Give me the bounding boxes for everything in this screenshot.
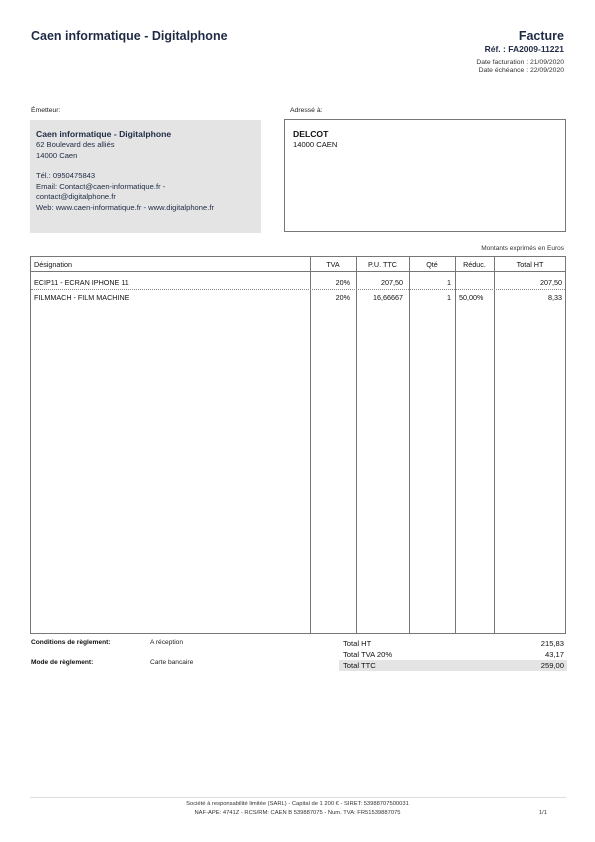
sender-city: 14000 Caen [36, 150, 78, 160]
footer-divider [30, 797, 566, 798]
invoice-reference: Réf. : FA2009-11221 [484, 44, 564, 54]
page-number: 1/1 [538, 810, 547, 816]
column-divider [356, 257, 357, 633]
row-designation: FILMMACH - FILM MACHINE [34, 293, 130, 302]
invoice-date: Date facturation : 21/09/2020 [476, 59, 564, 66]
header-vat: TVA [326, 260, 340, 269]
sender-website: Web: www.caen-informatique.fr - www.digitalphone.fr [36, 202, 214, 212]
payment-terms-value: A réception [150, 639, 183, 646]
document-type-title: Facture [518, 29, 564, 43]
payment-terms-label: Conditions de règlement: [31, 639, 111, 646]
footer-registration-line: NAF-APE: 4741Z - RCS/RM: CAEN B 539887075 - Num. TVA: FR51539887075 [194, 810, 401, 816]
total-ht-row [339, 638, 567, 649]
sender-label: Émetteur: [31, 107, 61, 114]
recipient-label: Adressé à: [290, 107, 323, 114]
footer-legal-line: Société à responsabilité limitée (SARL) - Capital de 1 200 € - SIRET: 53988707500031 [186, 801, 409, 807]
payment-mode-value: Carte bancaire [150, 659, 194, 666]
sender-address: 62 Boulevard des alliés [36, 140, 115, 149]
total-ttc-row [339, 660, 567, 671]
column-divider [409, 257, 410, 633]
due-date: Date échéance : 22/09/2020 [478, 67, 564, 74]
payment-mode-label: Mode de règlement: [31, 659, 94, 666]
total-tva-value: 43,17 [544, 650, 564, 659]
currency-note: Montants exprimés en Euros [481, 245, 564, 252]
row-total-ht: 8,33 [548, 293, 562, 302]
row-quantity: 1 [447, 278, 451, 287]
row-total-ht: 207,50 [540, 278, 562, 287]
row-unit-price: 16,66667 [373, 293, 403, 302]
row-vat: 20% [335, 293, 350, 302]
row-designation: ECIP11 - ECRAN IPHONE 11 [34, 278, 129, 287]
sender-name: Caen informatique - Digitalphone [36, 129, 172, 139]
recipient-name: DELCOT [293, 129, 329, 139]
sender-email-continued: contact@digitalphone.fr [36, 192, 116, 201]
header-unit-price: P.U. TTC [368, 260, 397, 269]
row-quantity: 1 [447, 293, 451, 302]
column-divider [310, 257, 311, 633]
table-row [31, 275, 565, 290]
company-title: Caen informatique - Digitalphone [31, 29, 228, 43]
sender-box [30, 120, 261, 233]
row-discount: 50,00% [459, 293, 484, 302]
total-ttc-label: Total TTC [343, 661, 376, 670]
recipient-city: 14000 CAEN [293, 140, 338, 149]
header-designation: Désignation [34, 260, 72, 269]
total-ht-label: Total HT [343, 639, 372, 648]
total-tva-label: Total TVA 20% [343, 650, 393, 659]
column-divider [455, 257, 456, 633]
items-table [30, 256, 566, 634]
row-vat: 20% [335, 278, 350, 287]
total-ht-value: 215,83 [540, 639, 564, 648]
table-header-row [31, 257, 565, 272]
row-unit-price: 207,50 [381, 278, 403, 287]
recipient-box [284, 119, 566, 232]
header-discount: Réduc. [463, 260, 486, 269]
total-ttc-value: 259,00 [540, 661, 564, 670]
column-divider [494, 257, 495, 633]
header-quantity: Qté [426, 260, 438, 269]
table-row [31, 292, 565, 306]
sender-phone: Tél.: 0950475843 [36, 171, 96, 180]
header-total-ht: Total HT [516, 260, 544, 269]
totals-block [339, 638, 567, 671]
sender-email: Email: Contact@caen-informatique.fr - [36, 181, 166, 191]
total-tva-row [339, 649, 567, 660]
